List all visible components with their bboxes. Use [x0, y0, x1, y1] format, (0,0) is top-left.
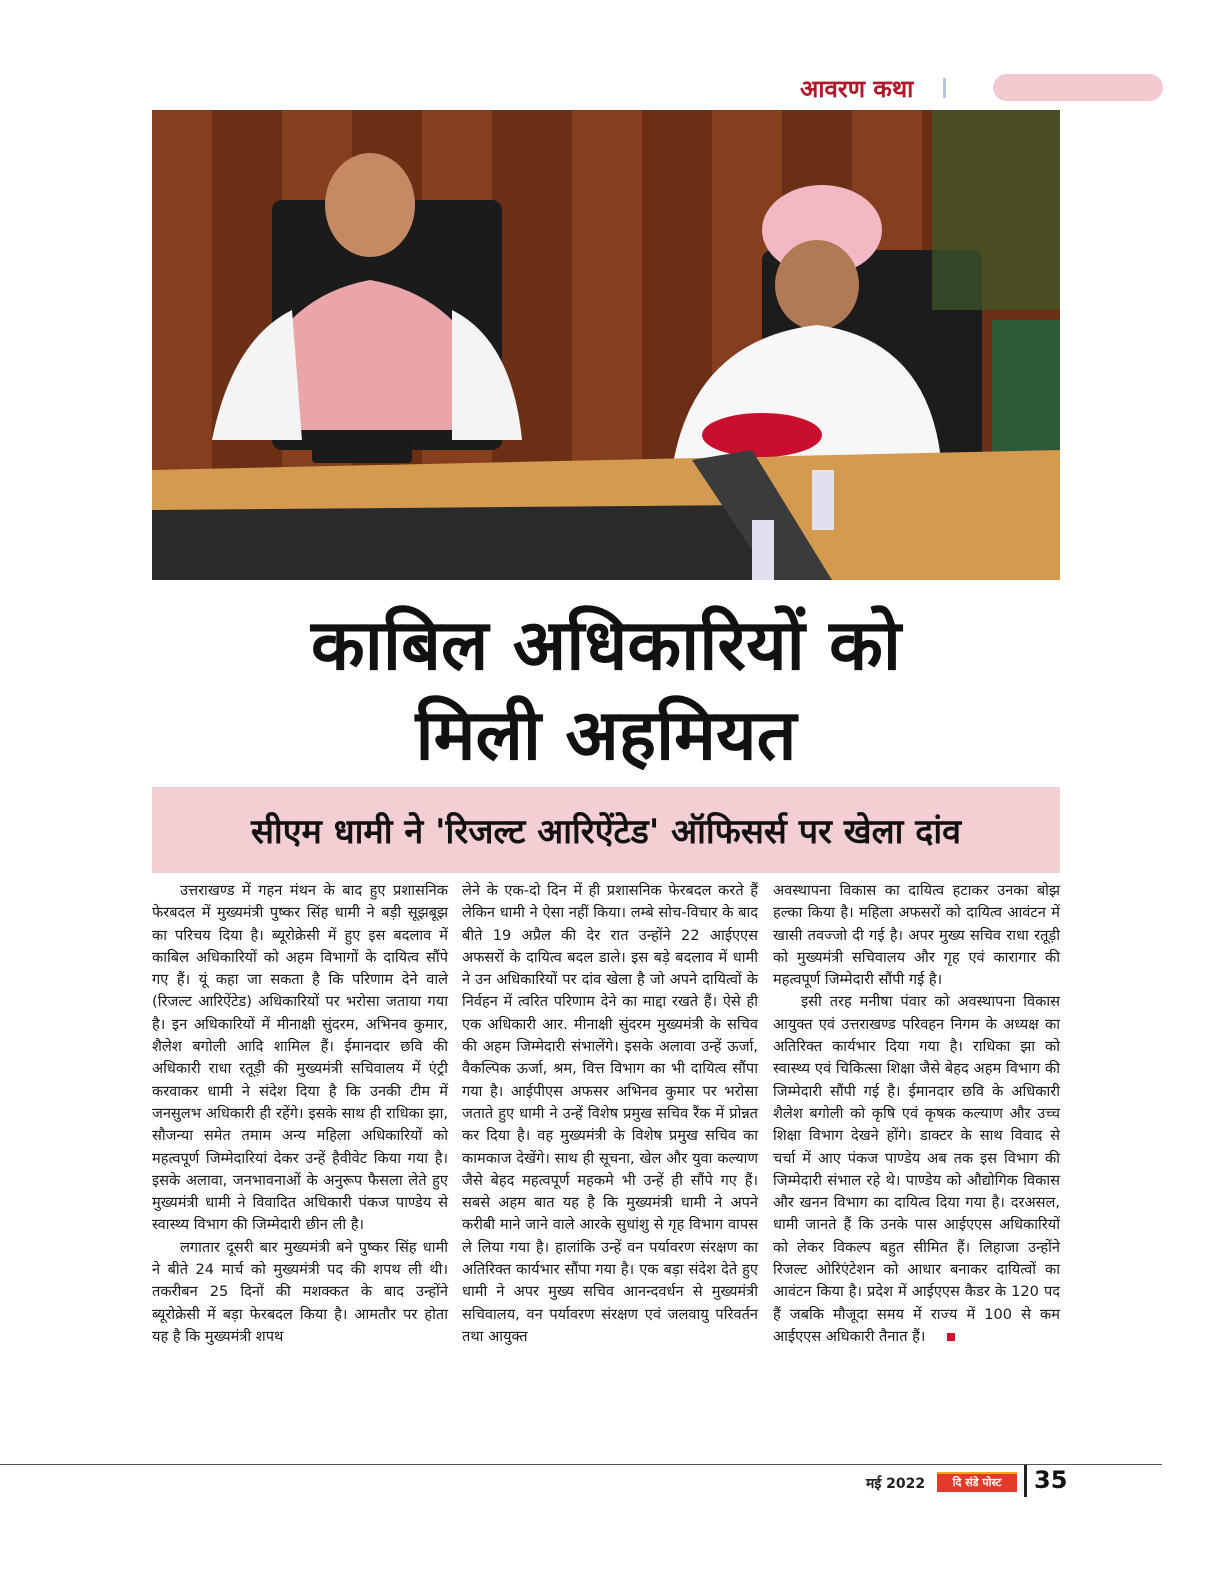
section-label: आवरण कथा [800, 75, 914, 103]
section-divider [943, 78, 946, 98]
paragraph-text: इसी तरह मनीषा पंवार को अवस्थापना विकास आयुक्त एवं उत्तराखण्ड परिवहन निगम के अध्यक्ष का अतिरिक्त कार्यभार दिया गया है। राधिका झा को स्वास्थ्य एवं चिकित्सा शिक्षा जैसे बेहद अहम विभाग की जिम्मेदारी सौंपी गई है। ईमानदार छवि के अधिकारी शैलेश बगोली को कृषि एवं कृषक कल्याण और उच्च शिक्षा विभाग देखने होंगे। डाक्टर के साथ विवाद से चर्चा में आए पंकज पाण्डेय अब तक इस विभाग की जिम्मेदारी संभाल रहे थे। पाण्डेय को औद्योगिक विकास और खनन विभाग का दायित्व दिया गया है। दरअसल, धामी जानते हैं कि उनके पास आईएएस अधिकारियों को लेकर विकल्प बहुत सीमित हैं। लिहाजा उन्होंने रिजल्ट ओरिएंटेशन को आधार बनाकर दायित्वों का आवंटन किया है। प्रदेश में आईएएस कैडर के 120 पद हैं जबकि मौजूदा समय में राज्य में 100 से कम आईएएस अधिकारी तैनात हैं। [773, 993, 1060, 1345]
magazine-logo: दि संडे पोस्ट [937, 1472, 1017, 1492]
subheadline: सीएम धामी ने 'रिजल्ट आरिऐंटेड' ऑफिसर्स पर खेला दांव [250, 812, 962, 852]
paragraph-last [773, 991, 1060, 1348]
paragraph: लेने के एक-दो दिन में ही प्रशासनिक फेरबदल करते हैं लेकिन धामी ने ऐसा नहीं किया। लम्बे सोच-विचार के बाद बीते 19 अप्रैल की देर रात उन्होंने 22 आईएएस अफसरों के दायित्व बदल डाले। इस बड़े बदलाव में धामी ने उन अधिकारियों पर दांव खेला है जो अपने दायित्वों के निर्वहन में त्वरित परिणाम देने का माद्दा रखते हैं। ऐसे ही एक अधिकारी आर. मीनाक्षी सुंदरम मुख्यमंत्री के सचिव की अहम जिम्मेदारी संभालेंगे। इसके अलावा उन्हें ऊर्जा, वैकल्पिक ऊर्जा, श्रम, वित्त विभाग का भी दायित्व सौंपा गया है। आईपीएस अफसर अभिनव कुमार पर भरोसा जताते हुए धामी ने उन्हें विशेष प्रमुख सचिव रैंक में प्रोन्नत कर दिया है। वह मुख्यमंत्री के विशेष प्रमुख सचिव का कामकाज देखेंगे। साथ ही सूचना, खेल और युवा कल्याण जैसे बेहद महत्वपूर्ण महकमे भी उन्हें ही सौंपे गए हैं। सबसे अहम बात यह है कि मुख्यमंत्री धामी ने अपने करीबी माने जाने वाले आरके सुधांशु से गृह विभाग वापस ले लिया गया है। हालांकि उन्हें वन पर्यावरण संरक्षण का अतिरिक्त कार्यभार सौंपा गया है। एक बड़ा संदेश देते हुए धामी ने अपर मुख्य सचिव आनन्दवर्धन से मुख्यमंत्री सचिवालय, वन पर्यावरण संरक्षण एवं जलवायु परिवर्तन तथा आयुक्त [462, 882, 758, 1345]
paragraph: अवस्थापना विकास का दायित्व हटाकर उनका बोझ हल्का किया है। महिला अफसरों को दायित्व आवंटन में खासी तवज्जो दी गई है। अपर मुख्य सचिव राधा रतूड़ी को मुख्यमंत्री सचिवालय और गृह एवं कारागार की महत्वपूर्ण जिम्मेदारी सौंपी गई है। [773, 882, 1060, 989]
subheadline-banner [152, 787, 1060, 873]
footer-separator [1024, 1465, 1027, 1497]
paragraph: उत्तराखण्ड में गहन मंथन के बाद हुए प्रशासनिक फेरबदल में मुख्यमंत्री पुष्कर सिंह धामी ने बड़ी सूझबूझ का परिचय दिया है। ब्यूरोक्रेसी में हुए इस बदलाव में काबिल अधिकारियों को अहम विभागों के दायित्व सौंपे गए हैं। यूं कहा जा सकता है कि परिणाम देने वाले (रिजल्ट आरिऐंटेड) अधिकारियों पर भरोसा जताया गया है। इन अधिकारियों में मीनाक्षी सुंदरम, अभिनव कुमार, शैलेश बगोली आदि शामिल हैं। ईमानदार छवि की अधिकारी राधा रतूड़ी की मुख्यमंत्री सचिवालय में एंट्री करवाकर धामी ने संदेश दिया है कि उनकी टीम में जनसुलभ अधिकारी ही रहेंगे। इसके साथ ही राधिका झा, सौजन्या समेत तमाम अन्य महिला अधिकारियों को महत्वपूर्ण जिम्मेदारियां देकर उन्हें हैवीवेट किया गया है। इसके अलावा, जनभावनाओं के अनुरूप फैसला लेते हुए मुख्यमंत्री धामी ने विवादित अधिकारी पंकज पाण्डेय से स्वास्थ्य विभाग की जिम्मेदारी छीन ली है। [152, 882, 448, 1234]
article-column-2 [462, 880, 758, 1348]
page-number: 35 [1034, 1466, 1068, 1494]
article-end-mark-icon [947, 1333, 955, 1341]
article-column-1 [152, 880, 448, 1348]
issue-date: मई 2022 [866, 1476, 926, 1492]
meeting-photo [152, 110, 1060, 580]
headline-line-2: मिली अहमियत [415, 694, 797, 776]
section-tab-decoration [993, 74, 1163, 101]
footer-divider [0, 1464, 1162, 1465]
paragraph: लगातार दूसरी बार मुख्यमंत्री बने पुष्कर सिंह धामी ने बीते 24 मार्च को मुख्यमंत्री पद की शपथ ली थी। तकरीबन 25 दिनों की मशक्कत के बाद उन्होंने ब्यूरोक्रेसी में बड़ा फेरबदल किया है। आमतौर पर होता यह है कि मुख्यमंत्री शपथ [152, 1238, 448, 1345]
article-column-3 [773, 880, 1060, 1348]
headline-line-1: काबिल अधिकारियों को [310, 604, 902, 686]
